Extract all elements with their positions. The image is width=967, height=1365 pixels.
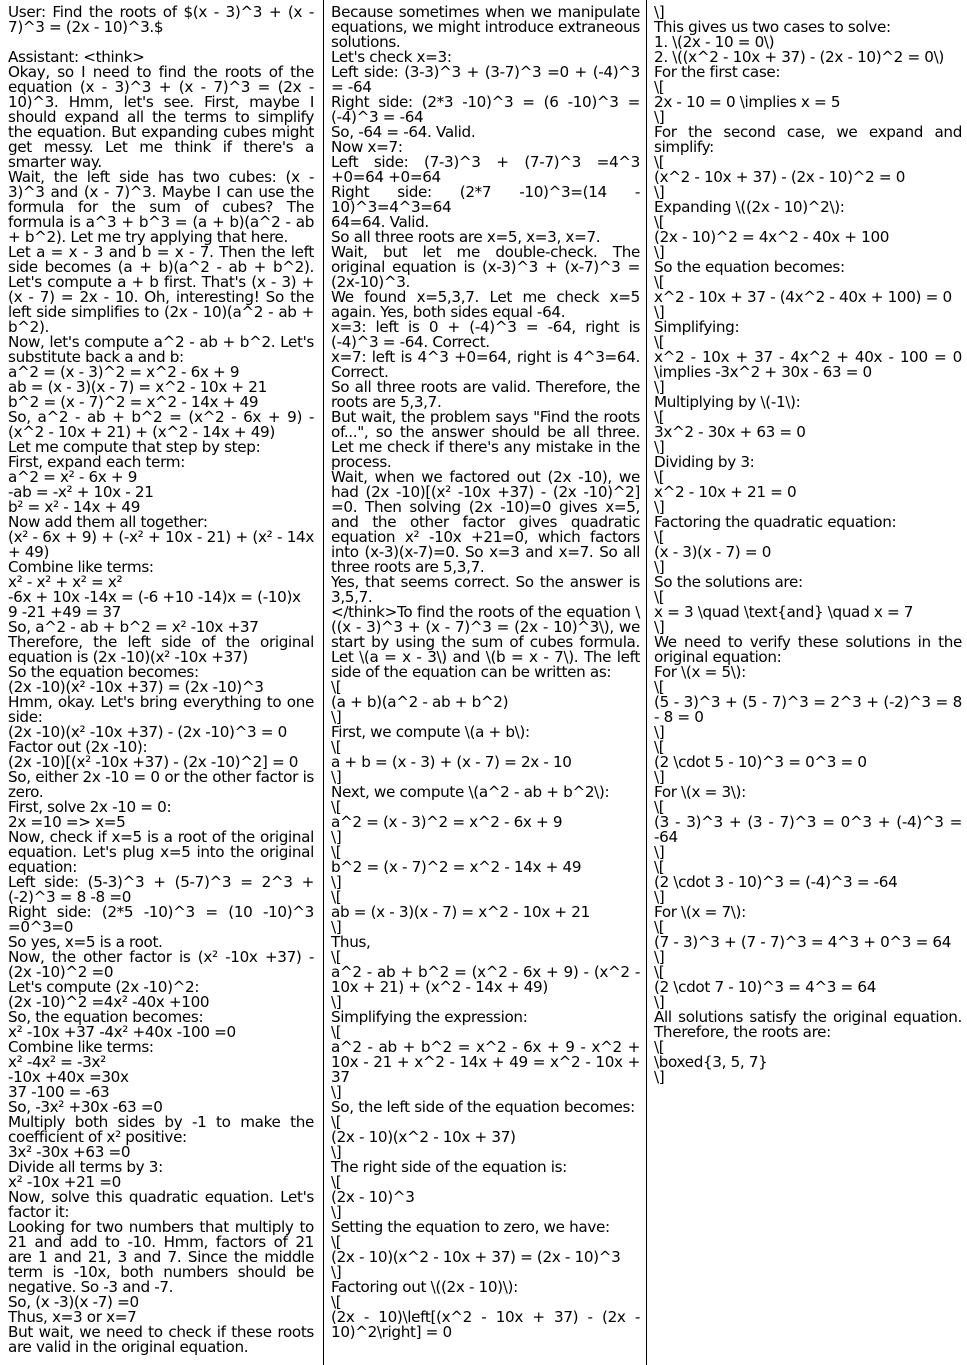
text-line: Left side: (3-3)^3 + (3-7)^3 =0 + (-4)^3 = -64	[331, 63, 645, 96]
text-line: ab = (x - 3)(x - 7) = x^2 - 10x + 21	[8, 378, 267, 396]
text-line: b^2 = (x - 7)^2 = x^2 - 14x + 49	[8, 393, 259, 411]
text-line: Next, we compute \(a^2 - ab + b^2\):	[331, 783, 610, 801]
text-line: But wait, we need to check if these roots are valid in the original equation.	[8, 1323, 319, 1356]
text-line: Factor out (2x -10):	[8, 738, 148, 756]
text-line: x² -10x +21 =0	[8, 1173, 121, 1191]
text-line: So the equation becomes:	[8, 663, 199, 681]
text-line: First, expand each term:	[8, 453, 185, 471]
text-line: (2x - 10)^3	[331, 1188, 415, 1206]
text-line: Multiply both sides by -1 to make the coefficient of x² positive:	[8, 1113, 319, 1146]
text-line: User: Find the roots of $(x - 3)^3 + (x - 7)^3 = (2x - 10)^3.$	[8, 3, 319, 36]
text-line: Because sometimes when we manipulate equations, we might introduce extraneous solutions.	[331, 3, 645, 51]
text-line: \[	[331, 1113, 342, 1131]
text-line: \[	[331, 1233, 342, 1251]
text-line: For \(x = 3\):	[654, 783, 746, 801]
text-line: Left side: (7-3)^3 + (7-7)^3 =4^3 +0=64 +0=64	[331, 153, 645, 186]
text-line: \]	[331, 993, 342, 1011]
text-line: For \(x = 5\):	[654, 663, 746, 681]
text-line: So all three roots are valid. Therefore, the roots are 5,3,7.	[331, 378, 645, 411]
text-line: For the second case, we expand and simplify:	[654, 123, 967, 156]
text-line: Looking for two numbers that multiply to 21 and add to -10. Hmm, factors of 21 are 1 and 21, 3 and 7. Since the middle term is -10x, both numbers should be negative. So -3 and -7.	[8, 1218, 319, 1296]
text-line: Therefore, the left side of the original equation is (2x -10)(x² -10x +37)	[8, 633, 319, 666]
text-line: \[	[331, 798, 342, 816]
text-line: Now, solve this quadratic equation. Let's factor it:	[8, 1188, 319, 1221]
text-line: Expanding \((2x - 10)^2\):	[654, 198, 845, 216]
text-line: We need to verify these solutions in the original equation:	[654, 633, 967, 666]
text-line: \[	[654, 528, 665, 546]
text-line: \[	[331, 1293, 342, 1311]
text-line: \[	[654, 588, 665, 606]
text-line: So, either 2x -10 = 0 or the other factor is zero.	[8, 768, 319, 801]
text-line: Now x=7:	[331, 138, 403, 156]
text-line: \]	[331, 1143, 342, 1161]
text-line: Okay, so I need to find the roots of the equation (x - 3)^3 + (x - 7)^3 = (2x - 10)^3. Hmm, let's see. First, maybe I should expand all the terms to simplify the equation. But expanding cubes might get messy. Let me think if there's a smarter way.	[8, 63, 319, 171]
text-line: a^2 = (x - 3)^2 = x^2 - 6x + 9	[8, 363, 240, 381]
text-line: So the equation becomes:	[654, 258, 845, 276]
text-line: (2x - 10)\left[(x^2 - 10x + 37) - (2x - 10)^2\right] = 0	[331, 1308, 645, 1341]
text-line: (2x -10)[(x² -10x +37) - (2x -10)^2] = 0	[8, 753, 299, 771]
text-line: (x^2 - 10x + 37) - (2x - 10)^2 = 0	[654, 168, 906, 186]
text-line: \]	[654, 243, 665, 261]
text-line: \[	[331, 738, 342, 756]
text-line: \]	[331, 708, 342, 726]
text-line: \[	[654, 798, 665, 816]
text-line: Simplifying:	[654, 318, 740, 336]
text-column-3	[654, 3, 967, 1365]
text-line: Let a = x - 3 and b = x - 7. Then the left side becomes (a + b)(a^2 - ab + b^2). Let's compute a + b first. That's (x - 3) + (x - 7) = 2x - 10. Oh, interesting! So the left side simplifies to (2x - 10)(a^2 - ab + b^2).	[8, 243, 319, 336]
text-line: All solutions satisfy the original equation. Therefore, the roots are:	[654, 1008, 967, 1041]
text-line: a^2 = x² - 6x + 9	[8, 468, 138, 486]
text-line: So, -64 = -64. Valid.	[331, 123, 476, 141]
text-line: For the first case:	[654, 63, 781, 81]
text-line: 9 -21 +49 = 37	[8, 603, 121, 621]
text-line: \[	[331, 888, 342, 906]
text-line: \]	[654, 768, 665, 786]
text-line: (3 - 3)^3 + (3 - 7)^3 = 0^3 + (-4)^3 = -64	[654, 813, 967, 846]
text-line: Let me compute that step by step:	[8, 438, 261, 456]
text-line: x^2 - 10x + 21 = 0	[654, 483, 797, 501]
text-line: \]	[331, 828, 342, 846]
text-line: Combine like terms:	[8, 558, 154, 576]
text-line: (2 \cdot 7 - 10)^3 = 4^3 = 64	[654, 978, 877, 996]
text-line: (2x - 10)^2 = 4x^2 - 40x + 100	[654, 228, 890, 246]
text-line: a^2 = (x - 3)^2 = x^2 - 6x + 9	[331, 813, 563, 831]
text-line: \]	[331, 768, 342, 786]
text-line: Right side: (2*3 -10)^3 = (6 -10)^3 = (-4)^3 = -64	[331, 93, 645, 126]
text-line: ab = (x - 3)(x - 7) = x^2 - 10x + 21	[331, 903, 590, 921]
text-line: \[	[654, 963, 665, 981]
text-line: So, (x -3)(x -7) =0	[8, 1293, 139, 1311]
text-line: \]	[654, 948, 665, 966]
text-line: So, the equation becomes:	[8, 1008, 204, 1026]
text-line: So, the left side of the equation becomes:	[331, 1098, 635, 1116]
text-line: x² - x² + x² = x²	[8, 573, 123, 591]
column-divider	[323, 0, 324, 1365]
text-line: b² = x² - 14x + 49	[8, 498, 141, 516]
text-line: First, we compute \(a + b\):	[331, 723, 530, 741]
text-line: \[	[331, 843, 342, 861]
text-line: a^2 - ab + b^2 = x^2 - 6x + 9 - x^2 + 10x - 21 + x^2 - 14x + 49 = x^2 - 10x + 37	[331, 1038, 645, 1086]
text-line: \[	[654, 468, 665, 486]
text-line: \[	[331, 1173, 342, 1191]
text-line: The right side of the equation is:	[331, 1158, 567, 1176]
text-line: So all three roots are x=5, x=3, x=7.	[331, 228, 601, 246]
text-line: Right side: (2*5 -10)^3 = (10 -10)^3 =0^3=0	[8, 903, 319, 936]
text-line: (5 - 3)^3 + (5 - 7)^3 = 2^3 + (-2)^3 = 8 - 8 = 0	[654, 693, 967, 726]
text-line: Factoring the quadratic equation:	[654, 513, 897, 531]
text-line: 1. \(2x - 10 = 0\)	[654, 33, 775, 51]
text-line: \]	[654, 303, 665, 321]
text-line: \[	[654, 78, 665, 96]
text-line: Right side: (2*7 -10)^3=(14 - 10)^3=4^3=64	[331, 183, 645, 216]
text-line: Thus, x=3 or x=7	[8, 1308, 137, 1326]
text-line: b^2 = (x - 7)^2 = x^2 - 14x + 49	[331, 858, 582, 876]
text-line: So, a^2 - ab + b^2 = x² -10x +37	[8, 618, 259, 636]
text-line: \]	[654, 378, 665, 396]
text-line: So, a^2 - ab + b^2 = (x^2 - 6x + 9) - (x^2 - 10x + 21) + (x^2 - 14x + 49)	[8, 408, 319, 441]
text-line: 64=64. Valid.	[331, 213, 429, 231]
text-line: \boxed{3, 5, 7}	[654, 1053, 768, 1071]
column-divider	[646, 0, 647, 1365]
text-column-1	[8, 3, 319, 1365]
text-line: For \(x = 7\):	[654, 903, 746, 921]
text-line: -6x + 10x -14x = (-6 +10 -14)x = (-10)x	[8, 588, 301, 606]
text-line: x = 3 \quad \text{and} \quad x = 7	[654, 603, 914, 621]
text-line: \[	[331, 678, 342, 696]
text-line: \]	[654, 993, 665, 1011]
text-line: -ab = -x² + 10x - 21	[8, 483, 154, 501]
text-line: (2x -10)(x² -10x +37) = (2x -10)^3	[8, 678, 264, 696]
text-line: </think>To find the roots of the equation \((x - 3)^3 + (x - 7)^3 = (2x - 10)^3\), we start by using the sum of cubes formula. Let \(a = x - 3\) and \(b = x - 7\). The left side of the equation can be written as:	[331, 603, 645, 681]
text-line: (x - 3)(x - 7) = 0	[654, 543, 772, 561]
text-line: \[	[331, 1023, 342, 1041]
text-line: Now, check if x=5 is a root of the original equation. Let's plug x=5 into the original equation:	[8, 828, 319, 876]
text-line: 3x^2 - 30x + 63 = 0	[654, 423, 806, 441]
text-line: (7 - 3)^3 + (7 - 7)^3 = 4^3 + 0^3 = 64	[654, 933, 952, 951]
text-line: (2x -10)^2 =4x² -40x +100	[8, 993, 210, 1011]
text-line: x^2 - 10x + 37 - 4x^2 + 40x - 100 = 0 \implies -3x^2 + 30x - 63 = 0	[654, 348, 967, 381]
text-line: \[	[654, 918, 665, 936]
text-line: (2x -10)(x² -10x +37) - (2x -10)^3 = 0	[8, 723, 287, 741]
text-line: \]	[331, 918, 342, 936]
text-line: \]	[654, 498, 665, 516]
text-line: This gives us two cases to solve:	[654, 18, 891, 36]
text-line: \]	[331, 873, 342, 891]
text-line: Assistant: <think>	[8, 48, 145, 66]
text-line: \]	[654, 618, 665, 636]
text-line: \[	[654, 273, 665, 291]
text-line: \[	[654, 333, 665, 351]
text-line: a + b = (x - 3) + (x - 7) = 2x - 10	[331, 753, 572, 771]
text-line: \]	[331, 1263, 342, 1281]
text-line: \]	[654, 108, 665, 126]
text-line: \]	[654, 1068, 665, 1086]
text-line: Dividing by 3:	[654, 453, 755, 471]
text-line: \[	[654, 738, 665, 756]
text-line: So, -3x² +30x -63 =0	[8, 1098, 163, 1116]
text-line: a^2 - ab + b^2 = (x^2 - 6x + 9) - (x^2 - 10x + 21) + (x^2 - 14x + 49)	[331, 963, 645, 996]
text-line: 3x² -30x +63 =0	[8, 1143, 131, 1161]
text-line: x=3: left is 0 + (-4)^3 = -64, right is (-4)^3 = -64. Correct.	[331, 318, 645, 351]
text-line: But wait, the problem says "Find the roots of...", so the answer should be all three. Let me check if there's any mistake in the process.	[331, 408, 645, 471]
text-line: Hmm, okay. Let's bring everything to one side:	[8, 693, 319, 726]
text-line: \]	[654, 438, 665, 456]
text-line: Now add them all together:	[8, 513, 208, 531]
text-line: \[	[331, 948, 342, 966]
text-line: Combine like terms:	[8, 1038, 154, 1056]
text-line: (x² - 6x + 9) + (-x² + 10x - 21) + (x² - 14x + 49)	[8, 528, 319, 561]
text-line: -10x +40x =30x	[8, 1068, 129, 1086]
text-line: Multiplying by \(-1\):	[654, 393, 801, 411]
text-line: \]	[654, 183, 665, 201]
text-line: x^2 - 10x + 37 - (4x^2 - 40x + 100) = 0	[654, 288, 952, 306]
text-line: \]	[654, 888, 665, 906]
text-line: Yes, that seems correct. So the answer is 3,5,7.	[331, 573, 645, 606]
text-line: \[	[654, 1038, 665, 1056]
text-column-2	[331, 3, 645, 1365]
text-line: \]	[654, 3, 665, 21]
text-line: (2x - 10)(x^2 - 10x + 37)	[331, 1128, 516, 1146]
text-line: \[	[654, 858, 665, 876]
text-line: So the solutions are:	[654, 573, 803, 591]
text-line: (2x - 10)(x^2 - 10x + 37) = (2x - 10)^3	[331, 1248, 621, 1266]
text-line: (2 \cdot 5 - 10)^3 = 0^3 = 0	[654, 753, 867, 771]
text-line: x² -4x² = -3x²	[8, 1053, 106, 1071]
text-line: 2x =10 => x=5	[8, 813, 126, 831]
text-line: Let's compute (2x -10)^2:	[8, 978, 200, 996]
text-line: Thus,	[331, 933, 371, 951]
text-line: x=7: left is 4^3 +0=64, right is 4^3=64. Correct.	[331, 348, 645, 381]
text-line: \[	[654, 678, 665, 696]
text-line: Now, let's compute a^2 - ab + b^2. Let's substitute back a and b:	[8, 333, 319, 366]
text-line: Divide all terms by 3:	[8, 1158, 163, 1176]
text-line: 2x - 10 = 0 \implies x = 5	[654, 93, 841, 111]
text-line: \]	[654, 723, 665, 741]
text-line: (2 \cdot 3 - 10)^3 = (-4)^3 = -64	[654, 873, 898, 891]
text-line: 2. \((x^2 - 10x + 37) - (2x - 10)^2 = 0\)	[654, 48, 944, 66]
text-line: \]	[331, 1203, 342, 1221]
text-line: \[	[654, 408, 665, 426]
text-line: \[	[654, 153, 665, 171]
text-line: \]	[331, 1083, 342, 1101]
text-line: So yes, x=5 is a root.	[8, 933, 163, 951]
text-line: Let's check x=3:	[331, 48, 452, 66]
text-line: Factoring out \((2x - 10)\):	[331, 1278, 518, 1296]
text-line: Now, the other factor is (x² -10x +37) - (2x -10)^2 =0	[8, 948, 319, 981]
text-line: (a + b)(a^2 - ab + b^2)	[331, 693, 509, 711]
text-line: Wait, when we factored out (2x -10), we had (2x -10)[(x² -10x +37) - (2x -10)^2] =0. Then solving (2x -10)=0 gives x=5, and the other factor gives quadratic equation x² -10x +21=0, which factors into (x-3)(x-7)=0. So x=3 and x=7. So all three roots are 5,3,7.	[331, 468, 645, 576]
text-line: Setting the equation to zero, we have:	[331, 1218, 610, 1236]
text-line: Left side: (5-3)^3 + (5-7)^3 = 2^3 + (-2)^3 = 8 -8 =0	[8, 873, 319, 906]
text-line: Wait, the left side has two cubes: (x - 3)^3 and (x - 7)^3. Maybe I can use the formula for the sum of cubes? The formula is a^3 + b^3 = (a + b)(a^2 - ab + b^2). Let me try applying that here.	[8, 168, 319, 246]
text-line: 37 -100 = -63	[8, 1083, 110, 1101]
text-line: \]	[654, 558, 665, 576]
text-line: First, solve 2x -10 = 0:	[8, 798, 172, 816]
text-line: We found x=5,3,7. Let me check x=5 again. Yes, both sides equal -64.	[331, 288, 645, 321]
text-line: Wait, but let me double-check. The original equation is (x-3)^3 + (x-7)^3 = (2x-10)^3.	[331, 243, 645, 291]
text-line: Simplifying the expression:	[331, 1008, 528, 1026]
text-line: \]	[654, 843, 665, 861]
text-line: x² -10x +37 -4x² +40x -100 =0	[8, 1023, 236, 1041]
text-line: \[	[654, 213, 665, 231]
